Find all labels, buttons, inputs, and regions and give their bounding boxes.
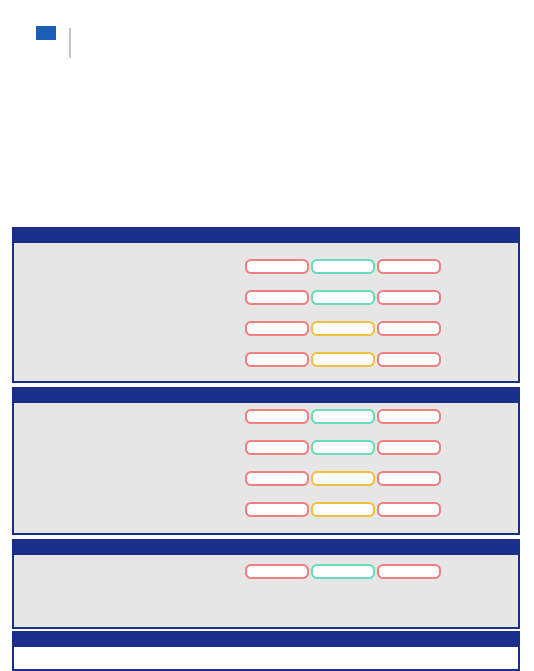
header-accession — [12, 6, 26, 18]
result-box-typical — [311, 471, 375, 486]
result-box-typical — [311, 409, 375, 424]
result-box-typical — [311, 564, 375, 579]
balance-section-title — [14, 541, 518, 555]
result-box-low — [245, 352, 309, 367]
result-box-typical — [311, 440, 375, 455]
balance-section — [12, 539, 520, 629]
genova-logo-mark — [12, 24, 227, 86]
result-box-typical — [311, 259, 375, 274]
result-box-low — [245, 290, 309, 305]
result-box-elevated — [377, 564, 441, 579]
result-box-elevated — [377, 259, 441, 274]
progesterone-section-title — [14, 229, 518, 243]
result-box-elevated — [377, 440, 441, 455]
commentary-title — [14, 633, 518, 647]
result-box-typical — [311, 502, 375, 517]
result-box-low — [245, 564, 309, 579]
result-box-elevated — [377, 502, 441, 517]
oestradiol-section — [12, 387, 520, 535]
result-box-typical — [311, 290, 375, 305]
result-box-elevated — [377, 471, 441, 486]
result-box-typical — [311, 352, 375, 367]
result-box-elevated — [377, 321, 441, 336]
result-box-low — [245, 321, 309, 336]
commentary-section — [12, 631, 520, 671]
result-box-low — [245, 471, 309, 486]
result-box-low — [245, 409, 309, 424]
result-box-low — [245, 259, 309, 274]
oestradiol-section-title — [14, 389, 518, 403]
result-box-low — [245, 440, 309, 455]
progesterone-section — [12, 227, 520, 383]
genova-logo — [12, 24, 227, 91]
therapies-line — [22, 598, 27, 609]
result-box-elevated — [377, 290, 441, 305]
result-box-elevated — [377, 352, 441, 367]
result-box-low — [245, 502, 309, 517]
result-box-elevated — [377, 409, 441, 424]
result-box-typical — [311, 321, 375, 336]
